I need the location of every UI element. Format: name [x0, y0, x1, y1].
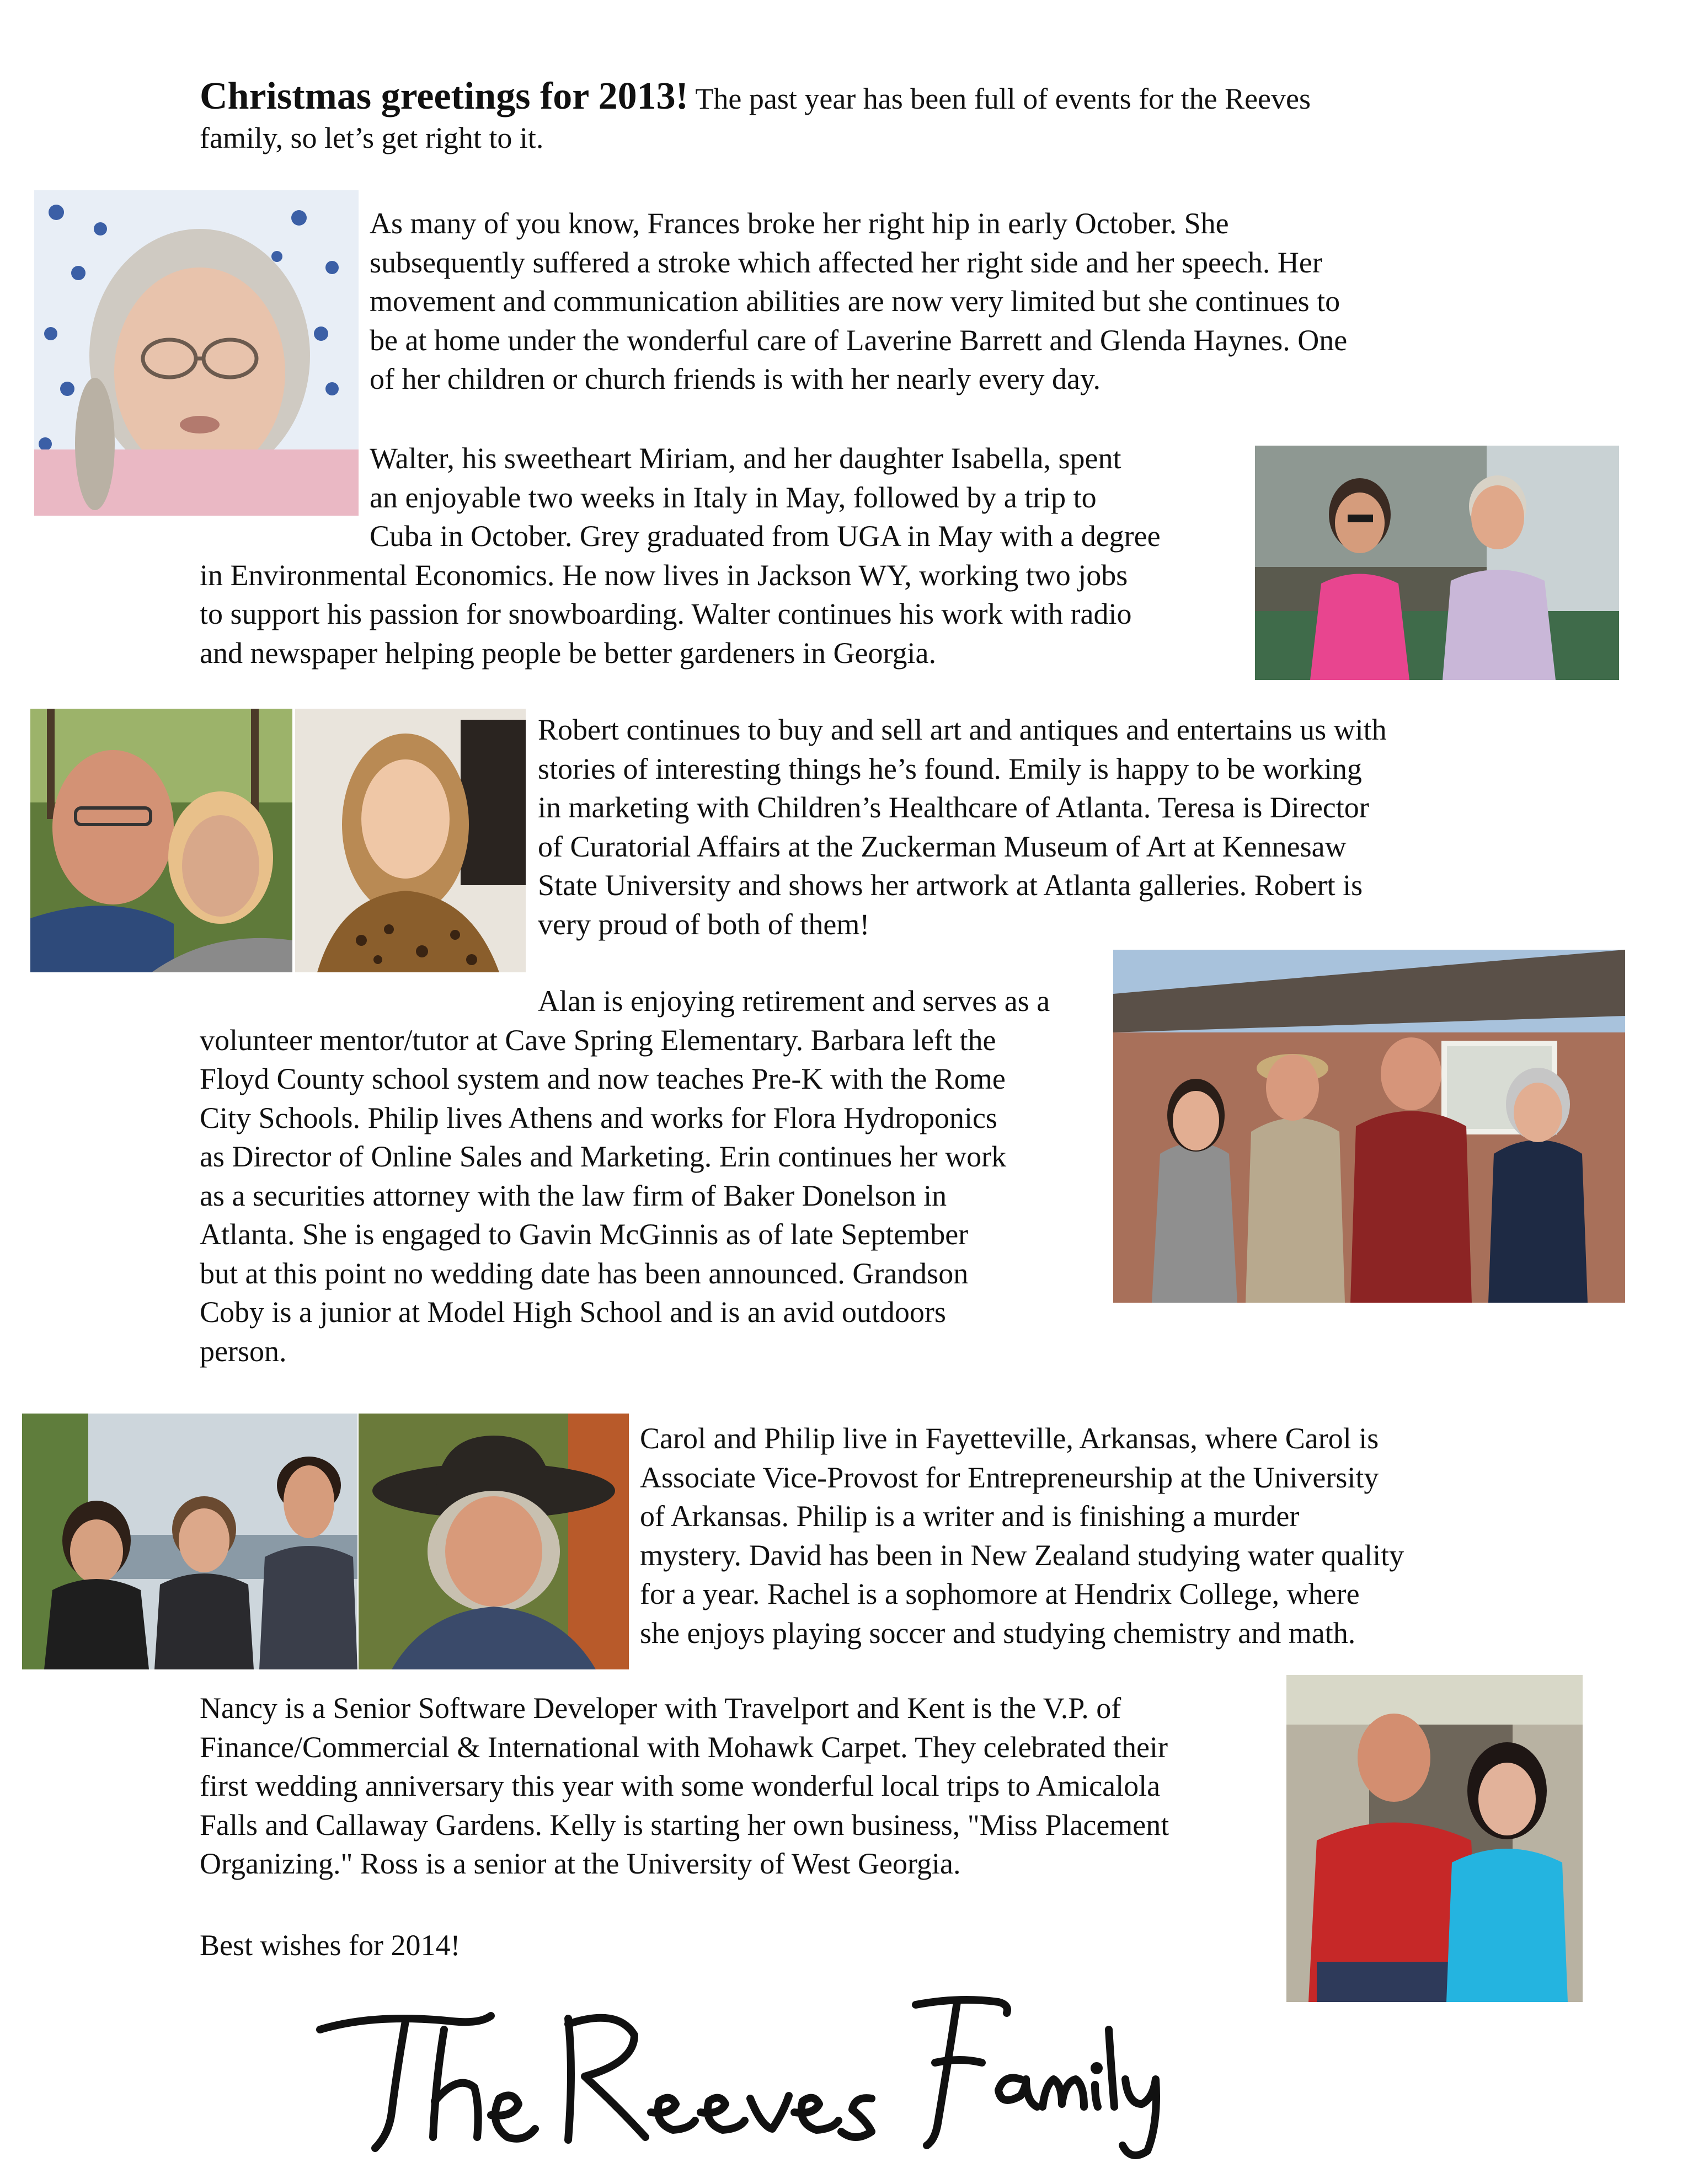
paragraph-robert — [538, 710, 1387, 944]
text-line: subsequently suffered a stroke which affected her right side and her speech. Her — [370, 245, 1322, 279]
letter-heading — [200, 77, 1311, 157]
paragraph-carol — [640, 1419, 1404, 1652]
text-line: an enjoyable two weeks in Italy in May, followed by a trip to — [370, 480, 1097, 514]
text-line: in Environmental Economics. He now lives in Jackson WY, working two jobs — [200, 558, 1128, 592]
closing-line: Best wishes for 2014! — [200, 1929, 461, 1962]
text-line: movement and communication abilities are now very limited but she continues to — [370, 285, 1340, 318]
text-line: Walter, his sweetheart Miriam, and her daughter Isabella, spent — [370, 442, 1121, 475]
text-line: Cuba in October. Grey graduated from UGA in May with a degree — [370, 520, 1161, 553]
text-line: of her children or church friends is with her nearly every day. — [370, 362, 1101, 395]
text-line: she enjoys playing soccer and studying chemistry and math. — [640, 1616, 1356, 1650]
photo-walter-miriam — [1255, 446, 1619, 680]
text-line: of Arkansas. Philip is a writer and is finishing a murder — [640, 1500, 1300, 1533]
text-line: very proud of both of them! — [538, 907, 870, 941]
paragraph-frances — [370, 204, 1347, 399]
paragraph-alan — [200, 982, 1050, 1371]
text-line: Robert continues to buy and sell art and antiques and entertains us with — [538, 713, 1387, 746]
text-line: Associate Vice-Provost for Entrepreneurship at the University — [640, 1460, 1379, 1494]
text-line: be at home under the wonderful care of Laverine Barrett and Glenda Haynes. One — [370, 323, 1348, 357]
text-line: Nancy is a Senior Software Developer with Travelport and Kent is the V.P. of — [200, 1691, 1121, 1725]
text-line: Alan is enjoying retirement and serves as a — [538, 984, 1050, 1018]
text-line: City Schools. Philip lives Athens and works for Flora Hydroponics — [200, 1101, 997, 1134]
text-line: person. — [200, 1334, 287, 1368]
heading-title: Christmas greetings for 2013! — [200, 75, 688, 117]
photo-emily — [295, 709, 526, 972]
photo-nancy-kent — [1286, 1675, 1583, 2002]
paragraph-nancy — [200, 1689, 1169, 1883]
text-line: Coby is a junior at Model High School and is an avid outdoors — [200, 1296, 946, 1329]
text-line: Falls and Callaway Gardens. Kelly is starting her own business, "Miss Placement — [200, 1808, 1169, 1842]
photo-frances — [34, 190, 359, 516]
photo-carol-family — [22, 1414, 357, 1669]
text-line: Organizing." Ross is a senior at the University of West Georgia. — [200, 1847, 961, 1880]
text-line: volunteer mentor/tutor at Cave Spring Elementary. Barbara left the — [200, 1023, 996, 1057]
text-line: stories of interesting things he’s found. Emily is happy to be working — [538, 752, 1362, 785]
text-line: as a securities attorney with the law firm of Baker Donelson in — [200, 1179, 947, 1212]
paragraph-walter — [200, 439, 1161, 672]
heading-line: family, so let’s get right to it. — [200, 121, 544, 154]
signature — [309, 1980, 1169, 2162]
photo-philip-hat — [359, 1414, 629, 1669]
heading-line: The past year has been full of events for the Reeves — [688, 82, 1311, 115]
text-line: As many of you know, Frances broke her right hip in early October. She — [370, 207, 1229, 240]
text-line: and newspaper helping people be better gardeners in Georgia. — [200, 636, 936, 670]
photo-robert-teresa — [30, 709, 292, 972]
text-line: Floyd County school system and now teaches Pre-K with the Rome — [200, 1062, 1006, 1095]
text-line: Carol and Philip live in Fayetteville, Arkansas, where Carol is — [640, 1422, 1379, 1455]
text-line: Atlanta. She is engaged to Gavin McGinnis as of late September — [200, 1218, 969, 1251]
text-line: first wedding anniversary this year with some wonderful local trips to Amicalola — [200, 1769, 1161, 1802]
text-line: in marketing with Children’s Healthcare of Atlanta. Teresa is Director — [538, 791, 1369, 824]
photo-alan-family — [1113, 950, 1625, 1303]
text-line: mystery. David has been in New Zealand studying water quality — [640, 1538, 1404, 1572]
text-line: Finance/Commercial & International with Mohawk Carpet. They celebrated their — [200, 1730, 1168, 1764]
text-line: as Director of Online Sales and Marketing. Erin continues her work — [200, 1140, 1007, 1173]
text-line: State University and shows her artwork at Atlanta galleries. Robert is — [538, 869, 1363, 902]
text-line: to support his passion for snowboarding. Walter continues his work with radio — [200, 597, 1132, 630]
text-line: for a year. Rachel is a sophomore at Hendrix College, where — [640, 1577, 1360, 1610]
text-line: but at this point no wedding date has been announced. Grandson — [200, 1256, 969, 1290]
text-line: of Curatorial Affairs at the Zuckerman Museum of Art at Kennesaw — [538, 829, 1347, 863]
